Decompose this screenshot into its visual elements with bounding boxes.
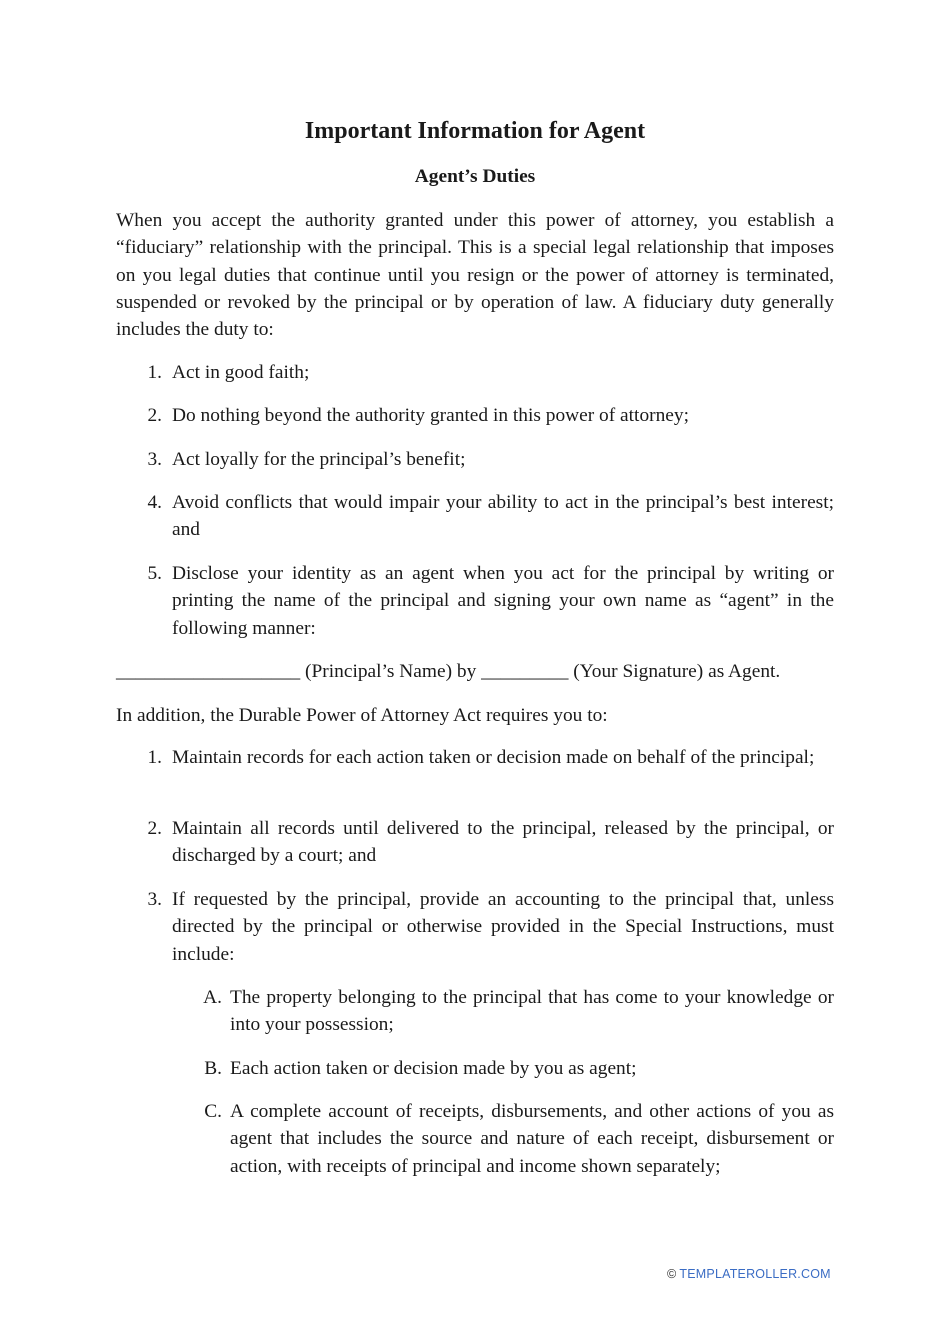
accounting-text: A complete account of receipts, disbursements, and other actions of you as agent that includes the source and nature of each receipt, disbursement or action, with receipts of principal and income shown separately; [230, 1101, 834, 1177]
addition-intro: In addition, the Durable Power of Attorney Act requires you to: [116, 705, 608, 726]
requirement-text: Maintain records for each action taken or decision made on behalf of the principal; [172, 747, 815, 768]
requirement-number: 2. [147, 818, 162, 839]
duty-text: Act in good faith; [172, 362, 310, 383]
duty-text: Do nothing beyond the authority granted in this power of attorney; [172, 405, 689, 426]
requirement-number: 3. [147, 889, 162, 910]
section-title: Agent’s Duties [414, 166, 536, 187]
accounting-letter: C. [204, 1101, 222, 1122]
duty-number: 5. [147, 563, 162, 584]
requirement-text: Maintain all records until delivered to the principal, released by the principal, or discharged by a court; and [172, 818, 834, 867]
duty-number: 1. [147, 362, 162, 383]
footer-brand-link[interactable]: TEMPLATEROLLER.COM [679, 1267, 831, 1281]
duty-text: Avoid conflicts that would impair your ability to act in the principal’s best interest; and [172, 492, 834, 541]
duty-number: 2. [147, 405, 162, 426]
duty-number: 3. [147, 449, 162, 470]
requirement-text: If requested by the principal, provide an accounting to the principal that, unless directed by the principal or otherwise provided in the Special Instructions, must include: [172, 889, 834, 965]
signature-line: ___________________ (Principal’s Name) by _________ (Your Signature) as Agent. [116, 661, 781, 682]
requirement-number: 1. [147, 747, 162, 768]
duty-text: Disclose your identity as an agent when you act for the principal by writing or printing the name of the principal and signing your own name as “agent” in the following manner: [172, 563, 834, 639]
accounting-text: Each action taken or decision made by you as agent; [230, 1058, 637, 1079]
accounting-text: The property belonging to the principal that has come to your knowledge or into your possession; [230, 987, 834, 1036]
footer-watermark [667, 1267, 831, 1281]
intro-paragraph: When you accept the authority granted under this power of attorney, you establish a “fiduciary” relationship with the principal. This is a special legal relationship that imposes on you legal duties that continue until you resign or the power of attorney is terminated, suspended or revoked by the principal or by operation of law. A fiduciary duty generally includes the duty to: [116, 210, 834, 341]
accounting-letter: A. [203, 987, 222, 1008]
duty-text: Act loyally for the principal’s benefit; [172, 449, 466, 470]
document-title: Important Information for Agent [304, 118, 646, 144]
copyright-icon: © [667, 1267, 677, 1281]
accounting-letter: B. [204, 1058, 222, 1079]
duty-number: 4. [147, 492, 162, 513]
